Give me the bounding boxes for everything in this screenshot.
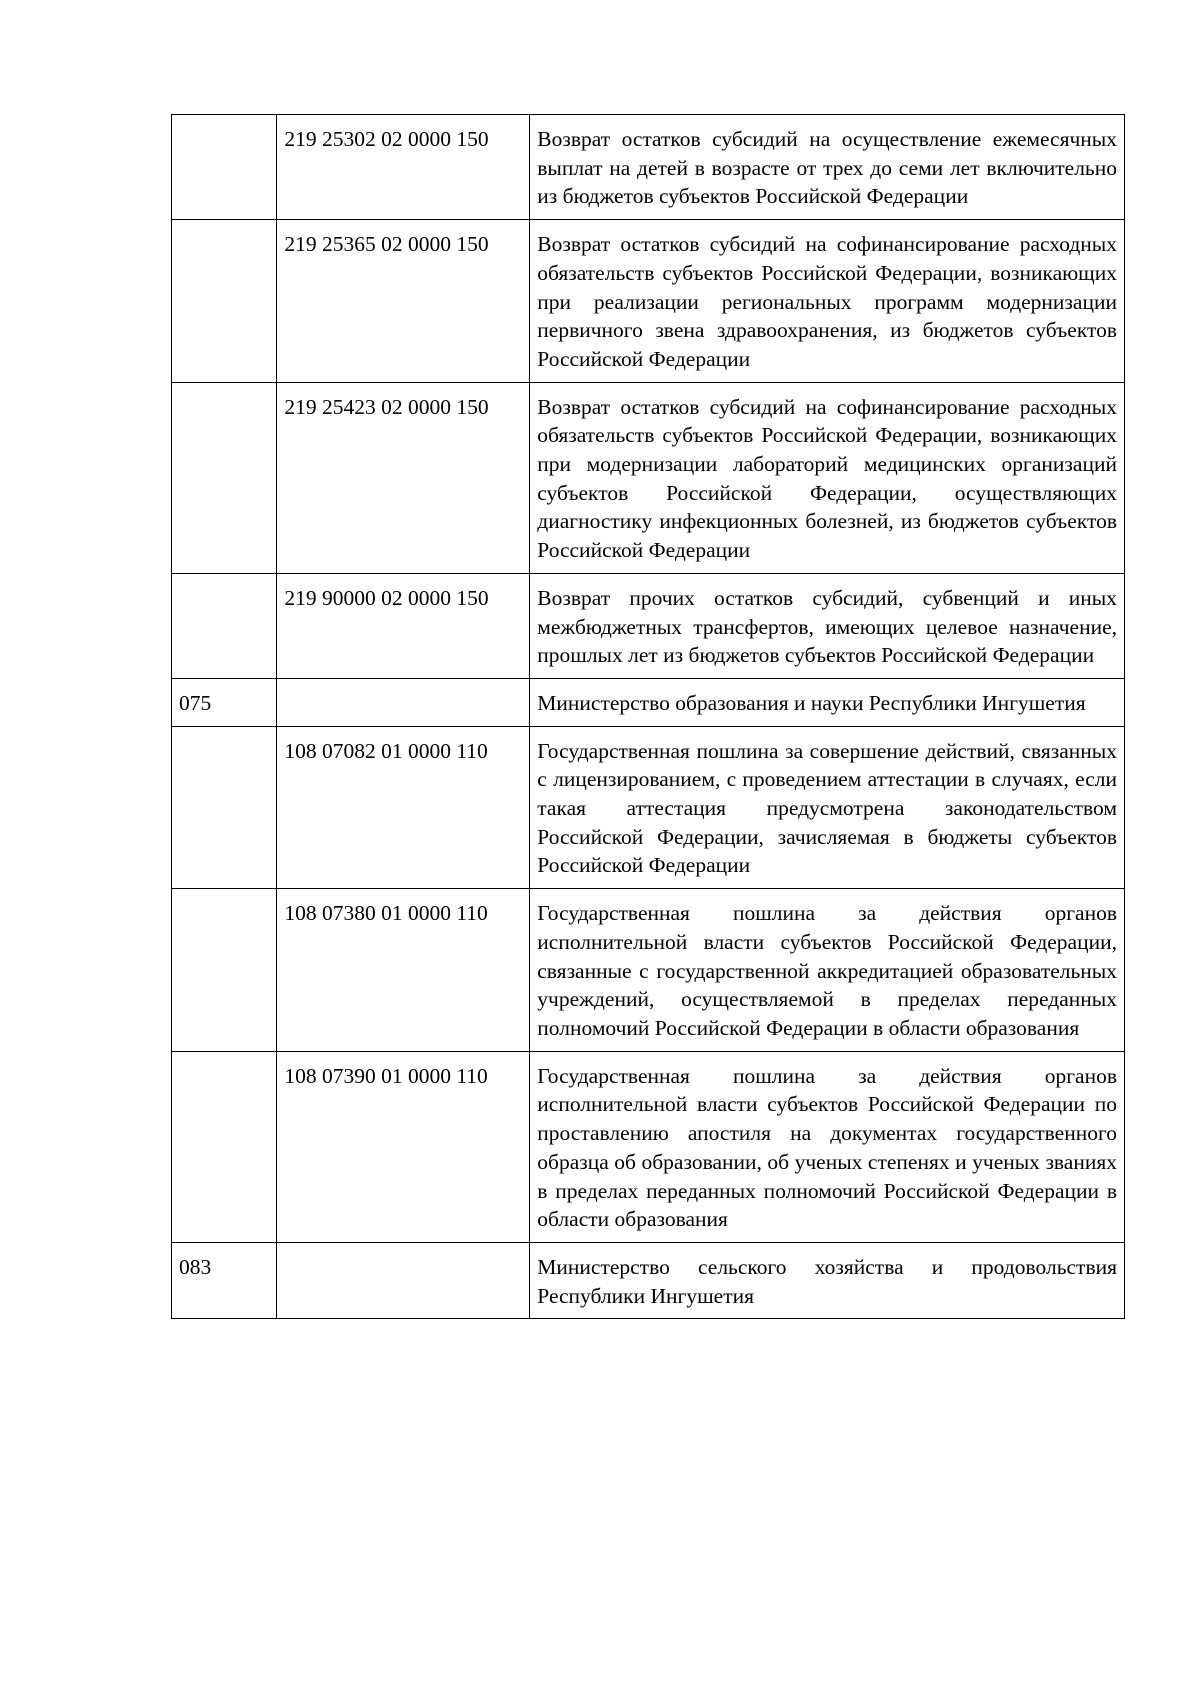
revenue-name-cell: Возврат прочих остатков субсидий, субвенций и иных межбюджетных трансфертов, имеющих целевое назначение, прошлых лет из бюджетов субъектов Российской Федерации (530, 573, 1125, 678)
revenue-code-cell: 108 07380 01 0000 110 (277, 889, 530, 1052)
revenue-name-cell: Министерство сельского хозяйства и продовольствия Республики Ингушетия (530, 1242, 1125, 1318)
revenue-name-cell: Возврат остатков субсидий на осуществление ежемесячных выплат на детей в возрасте от трех до семи лет включительно из бюджетов субъектов Российской Федерации (530, 115, 1125, 220)
revenue-code-cell: 219 25365 02 0000 150 (277, 220, 530, 383)
table-row (172, 382, 1125, 573)
revenue-code-cell: 219 25302 02 0000 150 (277, 115, 530, 220)
table-row (172, 678, 1125, 726)
admin-code-cell: 075 (172, 678, 277, 726)
revenue-codes-table (171, 114, 1125, 1319)
table-row (172, 1242, 1125, 1318)
revenue-name-cell: Государственная пошлина за действия органов исполнительной власти субъектов Российской Федерации по проставлению апостиля на документах государственного образца об образовании, об ученых степенях и ученых званиях в пределах переданных полномочий Российской Федерации в области образования (530, 1051, 1125, 1242)
admin-code-cell (172, 889, 277, 1052)
table-row (172, 889, 1125, 1052)
admin-code-cell (172, 382, 277, 573)
revenue-code-cell: 219 25423 02 0000 150 (277, 382, 530, 573)
revenue-code-cell (277, 678, 530, 726)
admin-code-cell (172, 220, 277, 383)
admin-code-cell: 083 (172, 1242, 277, 1318)
table-row (172, 726, 1125, 889)
revenue-name-cell: Возврат остатков субсидий на софинансирование расходных обязательств субъектов Российской Федерации, возникающих при модернизации лабораторий медицинских организаций субъектов Российской Федерации, осуществляющих диагностику инфекционных болезней, из бюджетов субъектов Российской Федерации (530, 382, 1125, 573)
admin-code-cell (172, 726, 277, 889)
revenue-code-cell: 108 07390 01 0000 110 (277, 1051, 530, 1242)
revenue-name-cell: Министерство образования и науки Республики Ингушетия (530, 678, 1125, 726)
revenue-code-cell (277, 1242, 530, 1318)
table-row (172, 573, 1125, 678)
table-row (172, 1051, 1125, 1242)
revenue-name-cell: Государственная пошлина за действия органов исполнительной власти субъектов Российской Федерации, связанные с государственной аккредитацией образовательных учреждений, осуществляемой в пределах переданных полномочий Российской Федерации в области образования (530, 889, 1125, 1052)
admin-code-cell (172, 115, 277, 220)
revenue-name-cell: Возврат остатков субсидий на софинансирование расходных обязательств субъектов Российской Федерации, возникающих при реализации региональных программ модернизации первичного звена здравоохранения, из бюджетов субъектов Российской Федерации (530, 220, 1125, 383)
revenue-code-cell: 219 90000 02 0000 150 (277, 573, 530, 678)
admin-code-cell (172, 573, 277, 678)
revenue-name-cell: Государственная пошлина за совершение действий, связанных с лицензированием, с проведением аттестации в случаях, если такая аттестация предусмотрена законодательством Российской Федерации, зачисляемая в бюджеты субъектов Российской Федерации (530, 726, 1125, 889)
admin-code-cell (172, 1051, 277, 1242)
revenue-code-cell: 108 07082 01 0000 110 (277, 726, 530, 889)
table-row (172, 220, 1125, 383)
table-row (172, 115, 1125, 220)
